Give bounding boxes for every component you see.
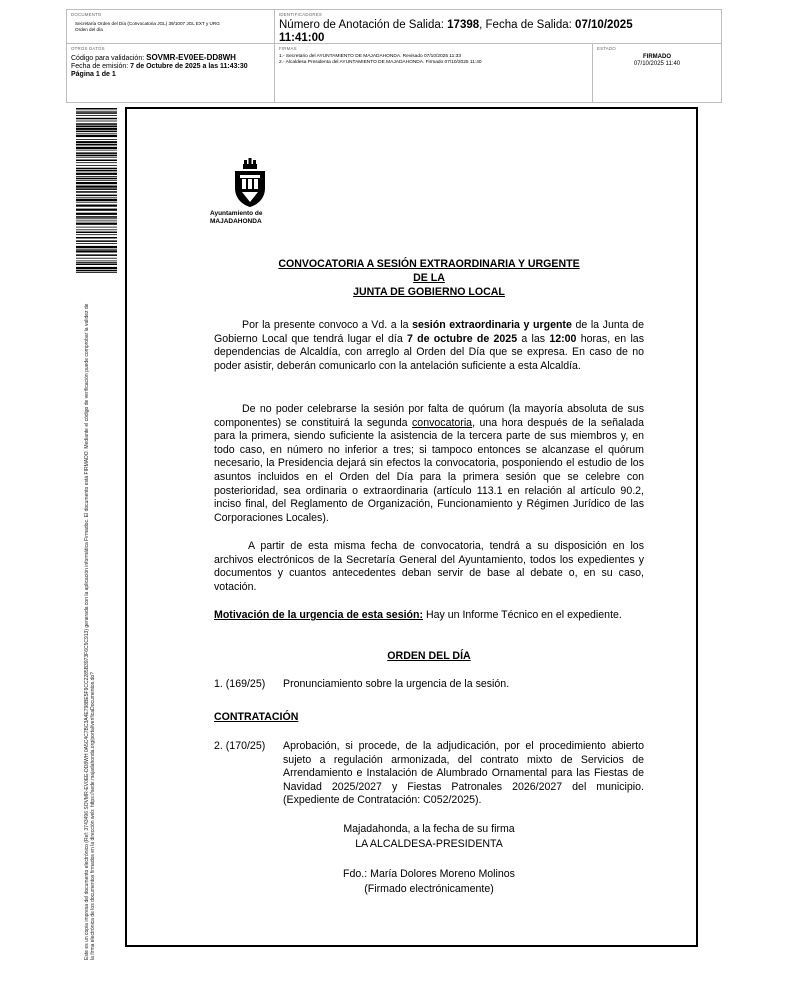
closing-signer: Fdo.: María Dolores Moreno Molinos: [343, 868, 515, 880]
agenda-item: [214, 678, 644, 692]
document-title: [214, 257, 644, 299]
validation-label: Código para validación:: [71, 55, 145, 62]
agenda-item-number: 2. (170/25): [214, 740, 266, 752]
agenda-item-number: 1. (169/25): [214, 678, 266, 690]
registry-caption: IDENTIFICADORES: [279, 12, 323, 17]
urgency-label: Motivación de la urgencia de esta sesión:: [214, 609, 423, 621]
logo-caption: [210, 210, 290, 225]
title-line-3: JUNTA DE GOBIERNO LOCAL: [353, 286, 505, 298]
paragraph-documents: A partir de esta misma fecha de convocatoria, tendrá a su disposición en los archivos electrónicos de la Secretaría General del Ayuntamiento, todos los expedientes y documentos y cuantos antecedentes deban servir de base al debate o, en su caso, votación.: [214, 540, 644, 593]
document-name: Secretaría Orden del Día (Convocatoria JGL) 39/1007 JGL EXT y URG Orden del día: [75, 21, 220, 32]
signature-line: 1.- Secretario del AYUNTAMIENTO DE MAJADAHONDA. Revisado 07/10/2025 11:33: [279, 54, 461, 59]
state-cell: [593, 44, 721, 102]
p2-text: , una hora después de la señalada para la primera, siendo suficiente la asistencia de la tercera parte de sus miembros y, en todo caso, en número no inferior a tres; si tampoco entonces se alcanzase el quórum necesario, la Presidencia dejará sin efectos la convocatoria, posponiendo el estudio de los asuntos incluidos en el Orden del Día para la primera sesión que se celebre con posterioridad, sea ordinaria o extraordinaria (artículo 113.1 en relación al artículo 90.2, inciso final, del Reglamento de Organización, Funcionamiento y Régimen Jurídico de las Corporaciones Locales).: [214, 416, 644, 524]
state-value: FIRMADO: [643, 54, 671, 60]
registry-cell: [275, 10, 721, 44]
p1-text: Por la presente convoco a Vd. a la: [242, 319, 413, 331]
signature-line: 2.- Alcaldesa Presidenta del AYUNTAMIENTO DE MAJADAHONDA. Firmado 07/10/2025 11:40: [279, 60, 482, 66]
registry-number: 17398: [447, 19, 480, 31]
registry-time: 11:41:00: [279, 32, 325, 44]
document-cell: [67, 10, 275, 44]
coat-of-arms-icon: [230, 158, 270, 208]
signatures-caption: FIRMAS: [279, 46, 297, 51]
registry-prefix: Número de Anotación de Salida:: [279, 19, 444, 31]
logo-line-2: MAJADAHONDA: [210, 217, 262, 225]
p2-convocatoria: convocatoria: [412, 416, 473, 429]
page-label: Página 1 de 1: [71, 71, 116, 78]
paragraph-quorum: [214, 403, 644, 525]
document-caption: DOCUMENTO: [71, 12, 102, 17]
closing-signature-note: (Firmado electrónicamente): [364, 883, 494, 895]
logo-line-1: Ayuntamiento de: [210, 210, 263, 217]
title-line-1: CONVOCATORIA A SESIÓN EXTRAORDINARIA Y URGENTE: [278, 258, 580, 270]
municipality-logo: [210, 158, 290, 225]
p1-time: 12:00: [549, 332, 577, 345]
closing-role: LA ALCALDESA-PRESIDENTA: [355, 838, 503, 850]
registry-number-text: [279, 19, 717, 44]
section-heading: CONTRATACIÓN: [214, 711, 299, 723]
p2-text: De no poder celebrarse la sesión por falta de quórum (la mayoría absoluta de sus componentes) se constituirá la segunda: [214, 403, 644, 429]
closing-place: Majadahonda, a la fecha de su firma: [343, 823, 515, 835]
p1-text: de la Junta de Gobierno Local que tendrá lugar el día: [214, 319, 644, 345]
validation-code: SOVMR-EV0EE-DD8WH: [146, 53, 236, 62]
paragraph-urgency: [214, 609, 644, 623]
registry-mid: , Fecha de Salida:: [479, 19, 572, 31]
agenda-item-text: Pronunciamiento sobre la urgencia de la sesión.: [283, 678, 510, 690]
urgency-text: Hay un Informe Técnico en el expediente.: [423, 609, 622, 621]
agenda-item: [214, 740, 644, 808]
page-border: [125, 107, 698, 947]
validation-block: [71, 54, 270, 79]
agenda-item-text: Aprobación, si procede, de la adjudicación, por el procedimiento abierto sujeto a regulación armonizada, del contrato mixto de Servicios de Arrendamiento e Instalación de Alumbrado Ornamental para las Fiestas de Navidad 2025/2027 y Fiestas Patronales 2026/2027 del municipio. (Expediente de Contratación: C052/2025).: [283, 740, 644, 807]
state-block: [597, 54, 717, 68]
emission-date: 7 de Octubre de 2025 a las 11:43:30: [130, 63, 248, 70]
paragraph-convocation: [214, 319, 644, 373]
document-header-table: [66, 9, 722, 103]
emission-label: Fecha de emisión:: [71, 63, 129, 70]
p1-text: a las: [517, 332, 550, 345]
registry-date: 07/10/2025: [575, 19, 633, 31]
p1-session-type: sesión extraordinaria y urgente: [412, 319, 572, 331]
signatures-cell: [275, 44, 593, 102]
state-caption: ESTADO: [597, 46, 616, 51]
state-date: 07/10/2025 11:40: [633, 61, 681, 67]
verification-side-note: Este es un copia impresa del documento electrónico (Ref: 3743496 SOVMR-EV0EE-DD8WH 0A5C4C7BC3A4E798BE5F9CC2285B3973F6C5C913) generada con la aplicación informática Firmadoc. El documento está FIRMADO. Mediante el código de verificación puede comprobar la validez de la firma electrónica de los documentos firmados en la dirección web: https://sede.majadahonda.org/portal/verificaDocumentos.do?: [84, 303, 97, 960]
p1-text: horas, en las dependencias de Alcaldía, con arreglo al Orden del Día que se expresa. En caso de no poder asistir, deberán comunicarlo con la antelación suficiente a esta Alcaldía.: [214, 332, 644, 372]
agenda-title: ORDEN DEL DÍA: [387, 650, 471, 662]
other-data-caption: OTROS DATOS: [71, 46, 105, 51]
title-line-2: DE LA: [413, 272, 445, 284]
other-data-cell: [67, 44, 275, 102]
p1-date: 7 de octubre de 2025: [407, 332, 518, 345]
barcode-image: [76, 108, 117, 273]
